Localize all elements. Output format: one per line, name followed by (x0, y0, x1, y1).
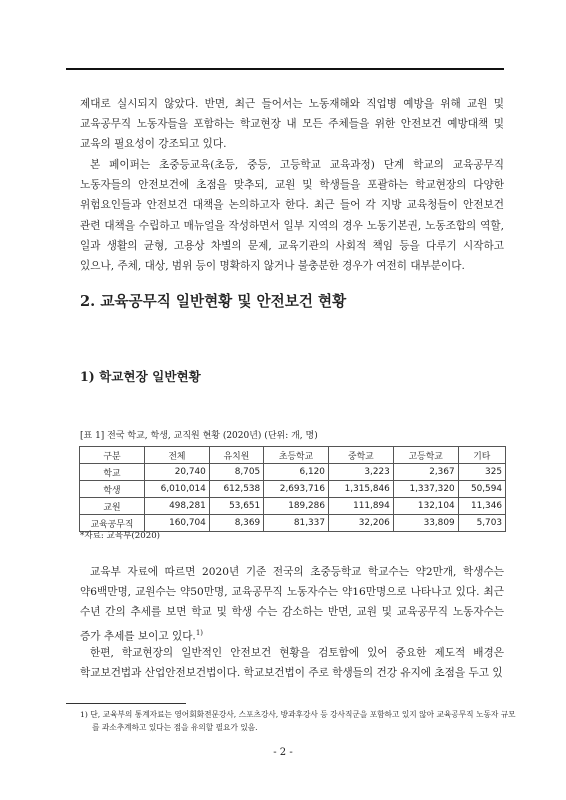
page-number: - 2 - (273, 747, 293, 758)
table-cell: 3,223 (328, 464, 393, 481)
table-cell: 498,281 (145, 498, 210, 515)
footnote: 1) 단, 교육부의 통계자료는 영어회화전문강사, 스포츠강사, 방과후강사 등 강사직군을 포함하고 있지 않아 교육공무직 노동자 규모를 과소추계하고 있다는 점을 유의할 필요가 있음. (80, 710, 516, 732)
col-header: 초등학교 (264, 447, 329, 464)
row-label: 학생 (80, 481, 145, 498)
table-cell: 612,538 (209, 481, 263, 498)
table-cell: 1,337,320 (393, 481, 458, 498)
table-cell: 8,705 (209, 464, 263, 481)
table-cell: 189,286 (264, 498, 329, 515)
table-cell: 2,693,716 (264, 481, 329, 498)
table-cell: 160,704 (145, 515, 210, 532)
col-header: 유치원 (209, 447, 263, 464)
table-row (80, 481, 506, 498)
table-cell: 325 (458, 464, 505, 481)
table-cell: 33,809 (393, 515, 458, 532)
intro-paragraph: 제대로 실시되지 않았다. 반면, 최근 들어서는 노동재해와 직업병 예방을 위해 교원 및 교육공무직 노동자들을 포함하는 학교현장 내 모든 주체들을 위한 안전보건 예방대책 및 교육의 필요성이 강조되고 있다. (80, 98, 504, 151)
table-cell: 50,594 (458, 481, 505, 498)
stats-text: 교육부 자료에 따르면 2020년 기준 전국의 초중등학교 학교수는 약2만개, 학생수는 약6백만명, 교원수는 약50만명, 교육공무직 노동자수는 약16만명으로 나타나고 있다. 최근 수년 간의 추세를 보면 학교 및 학생 수는 감소하는 반면, 교원 및 교육공무직 노동자수는 증가 추세를 보이고 있다. (80, 566, 504, 643)
table-source: *자료: 교육부(2020) (80, 531, 161, 541)
table-cell: 1,315,846 (328, 481, 393, 498)
table-cell: 132,104 (393, 498, 458, 515)
table-cell: 8,369 (209, 515, 263, 532)
stats-paragraph (80, 562, 504, 646)
table-row (80, 464, 506, 481)
row-label: 교육공무직 (80, 515, 145, 532)
table-cell: 2,367 (393, 464, 458, 481)
col-header: 기타 (458, 447, 505, 464)
footnote-ref[interactable]: 1) (195, 628, 203, 637)
col-header: 구분 (80, 447, 145, 464)
table-cell: 5,703 (458, 515, 505, 532)
table-cell: 111,894 (328, 498, 393, 515)
table-row (80, 498, 506, 515)
school-stats-table (79, 446, 506, 532)
table-cell: 6,010,014 (145, 481, 210, 498)
table-cell: 32,206 (328, 515, 393, 532)
section-heading: 2. 교육공무직 일반현황 및 안전보건 현황 (80, 293, 347, 310)
col-header: 중학교 (328, 447, 393, 464)
table-cell: 53,651 (209, 498, 263, 515)
footnote-rule (66, 703, 186, 704)
table-caption: [표 1] 전국 학교, 학생, 교직원 현황 (2020년) (단위: 개, 명) (80, 431, 318, 441)
subsection-heading: 1) 학교현장 일반현황 (80, 369, 201, 384)
purpose-paragraph: 본 페이퍼는 초중등교육(초등, 중등, 고등학교 교육과정) 단계 학교의 교육공무직 노동자들의 안전보건에 초점을 맞추되, 교원 및 학생들을 포괄하는 학교현장의 다양한 위험요인들과 안전보건 대책을 논의하고자 한다. 최근 들어 각 지방 교육청들이 안전보건 관련 대책을 수립하고 매뉴얼을 작성하면서 일부 지역의 경우 노동기본권, 노동조합의 역할, 일과 생활의 균형, 고용상 차별의 문제, 교육기관의 사회적 책임 등을 다루기 시작하고 있으나, 주체, 대상, 범위 등이 명확하지 않거나 불충분한 경우가 여전히 대부분이다. (80, 159, 504, 273)
row-label: 학교 (80, 464, 145, 481)
table-cell: 20,740 (145, 464, 210, 481)
table-cell: 6,120 (264, 464, 329, 481)
row-label: 교원 (80, 498, 145, 515)
law-paragraph: 한편, 학교현장의 일반적인 안전보건 현황을 검토함에 있어 중요한 제도적 배경은 학교보건법과 산업안전보건법이다. 학교보건법이 주로 학생들의 건강 유지에 초점을 두고 있 (80, 647, 504, 680)
table-cell: 11,346 (458, 498, 505, 515)
table-cell: 81,337 (264, 515, 329, 532)
col-header: 전체 (145, 447, 210, 464)
table-header-row (80, 447, 506, 464)
col-header: 고등학교 (393, 447, 458, 464)
header-rule (66, 68, 504, 70)
